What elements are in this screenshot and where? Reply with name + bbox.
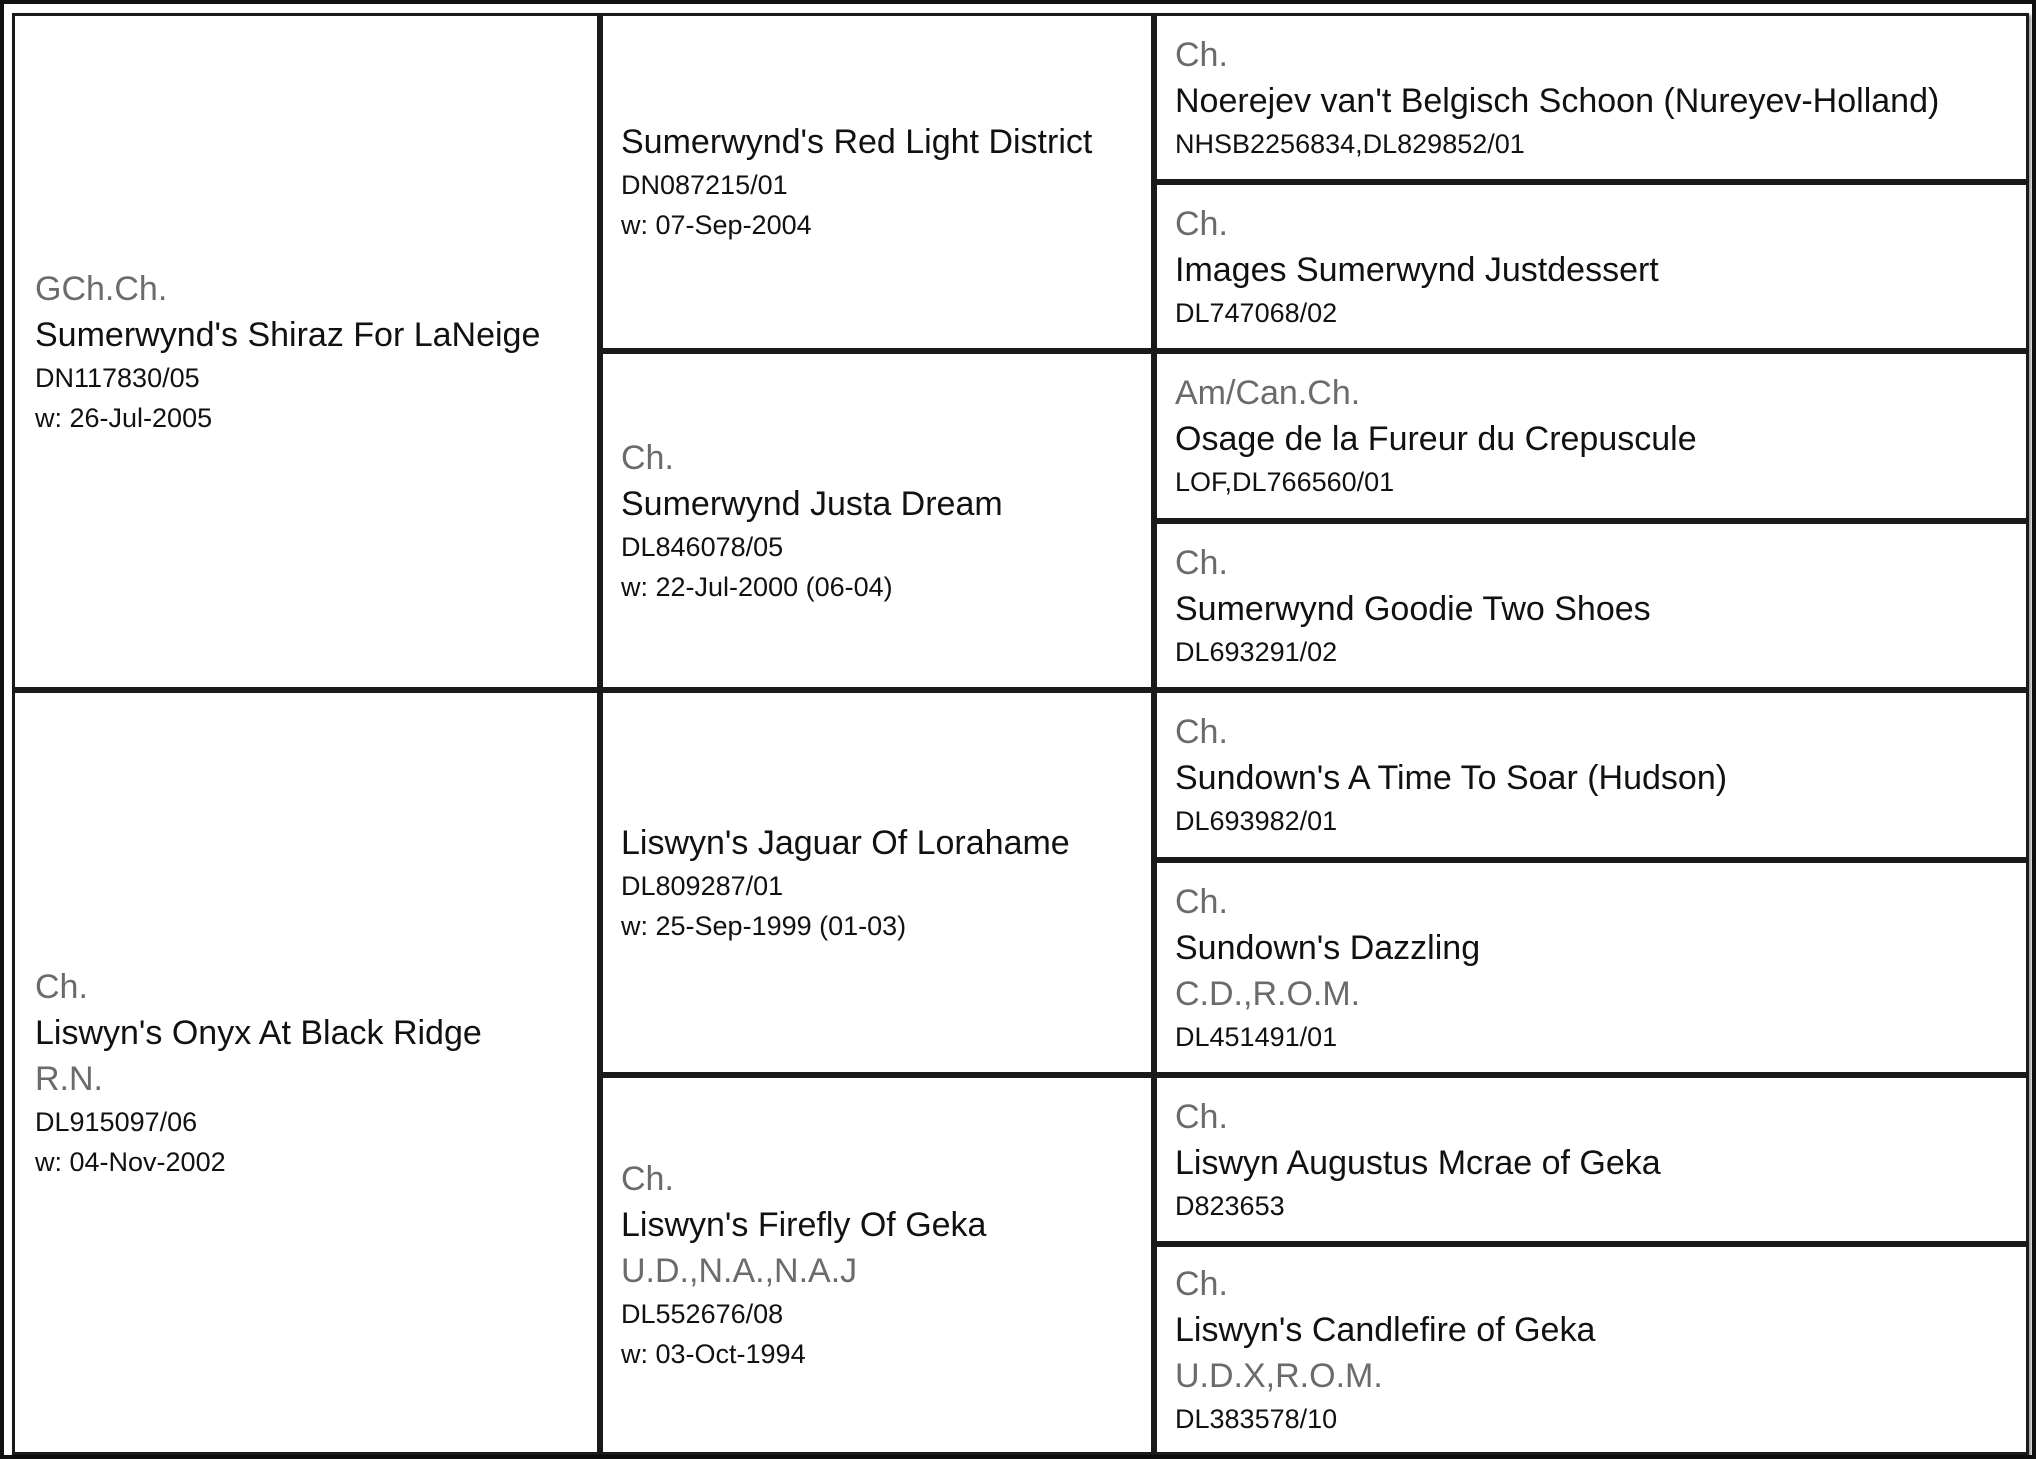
paternal-granddam-cell [600,351,1154,690]
great-grandparent-name: Noerejev van't Belgisch Schoon (Nureyev-Holland) [1175,81,1940,120]
paternal-granddam-title: Ch. [621,438,674,477]
paternal-granddam-registration: DL846078/05 [621,531,784,562]
great-grandparent-name: Images Sumerwynd Justdessert [1175,250,1659,289]
great-grandparent-registration: DL693982/01 [1175,806,1338,836]
sire-title: GCh.Ch. [35,269,168,308]
maternal-grandsire-name: Liswyn's Jaguar Of Lorahame [621,824,1070,862]
great-grandparent-cell [1154,860,2029,1075]
great-grandparent-registration: DL451491/01 [1175,1021,1338,1052]
maternal-grandsire-registration: DL809287/01 [621,871,784,901]
dam-whelp-date: w: 04-Nov-2002 [35,1146,226,1177]
maternal-granddam-whelp-date: w: 03-Oct-1994 [621,1339,806,1369]
maternal-grandsire-cell [600,690,1154,1075]
great-grandparent-registration: DL383578/10 [1175,1403,1338,1434]
great-grandparent-cell [1154,690,2029,860]
paternal-grandsire-registration: DN087215/01 [621,170,788,200]
paternal-granddam-whelp-date: w: 22-Jul-2000 (06-04) [621,571,893,602]
maternal-granddam-cell [600,1075,1154,1455]
great-grandparent-cell [1154,1075,2029,1244]
great-grandparent-registration: D823653 [1175,1190,1285,1221]
great-grandparent-title: Ch. [1175,204,1228,243]
great-grandparent-name: Liswyn's Candlefire of Geka [1175,1310,1596,1349]
maternal-grandsire-whelp-date: w: 25-Sep-1999 (01-03) [621,911,907,941]
great-grandparent-cell [1154,13,2029,182]
paternal-grandsire-whelp-date: w: 07-Sep-2004 [621,210,812,240]
paternal-grandsire-name: Sumerwynd's Red Light District [621,123,1093,161]
paternal-granddam-name: Sumerwynd Justa Dream [621,484,1003,523]
great-grandparent-registration: DL747068/02 [1175,297,1338,328]
maternal-granddam-registration: DL552676/08 [621,1299,784,1329]
sire-registration: DN117830/05 [35,362,200,393]
dam-name: Liswyn's Onyx At Black Ridge [35,1013,482,1052]
great-grandparent-title: Ch. [1175,543,1228,582]
great-grandparent-title: Ch. [1175,35,1228,74]
great-grandparent-title: Ch. [1175,1264,1228,1303]
dam-cell [12,690,600,1455]
great-grandparent-registration: DL693291/02 [1175,636,1338,667]
great-grandparent-suffix: U.D.X,R.O.M. [1175,1356,1383,1395]
great-grandparent-cell [1154,182,2029,351]
sire-whelp-date: w: 26-Jul-2005 [35,402,213,433]
great-grandparent-name: Sundown's Dazzling [1175,928,1481,967]
maternal-granddam-suffix: U.D.,N.A.,N.A.J [621,1252,858,1290]
great-grandparent-registration: LOF,DL766560/01 [1175,467,1395,497]
great-grandparent-title: Ch. [1175,713,1228,751]
great-grandparent-name: Sundown's A Time To Soar (Hudson) [1175,759,1728,797]
great-grandparent-name: Sumerwynd Goodie Two Shoes [1175,589,1651,628]
paternal-grandsire-cell [600,13,1154,351]
dam-title: Ch. [35,967,88,1006]
great-grandparent-cell [1154,521,2029,690]
great-grandparent-title: Ch. [1175,1097,1228,1136]
great-grandparent-title: Am/Can.Ch. [1175,374,1361,412]
great-grandparent-name: Liswyn Augustus Mcrae of Geka [1175,1143,1661,1182]
great-grandparent-suffix: C.D.,R.O.M. [1175,974,1361,1013]
sire-cell [12,13,600,690]
maternal-granddam-title: Ch. [621,1160,674,1198]
great-grandparent-registration: NHSB2256834,DL829852/01 [1175,128,1525,159]
great-grandparent-cell [1154,351,2029,521]
dam-suffix: R.N. [35,1059,103,1098]
great-grandparent-name: Osage de la Fureur du Crepuscule [1175,420,1697,458]
maternal-granddam-name: Liswyn's Firefly Of Geka [621,1206,987,1244]
great-grandparent-title: Ch. [1175,882,1228,921]
great-grandparent-cell [1154,1244,2029,1455]
sire-name: Sumerwynd's Shiraz For LaNeige [35,315,541,354]
dam-registration: DL915097/06 [35,1106,198,1137]
